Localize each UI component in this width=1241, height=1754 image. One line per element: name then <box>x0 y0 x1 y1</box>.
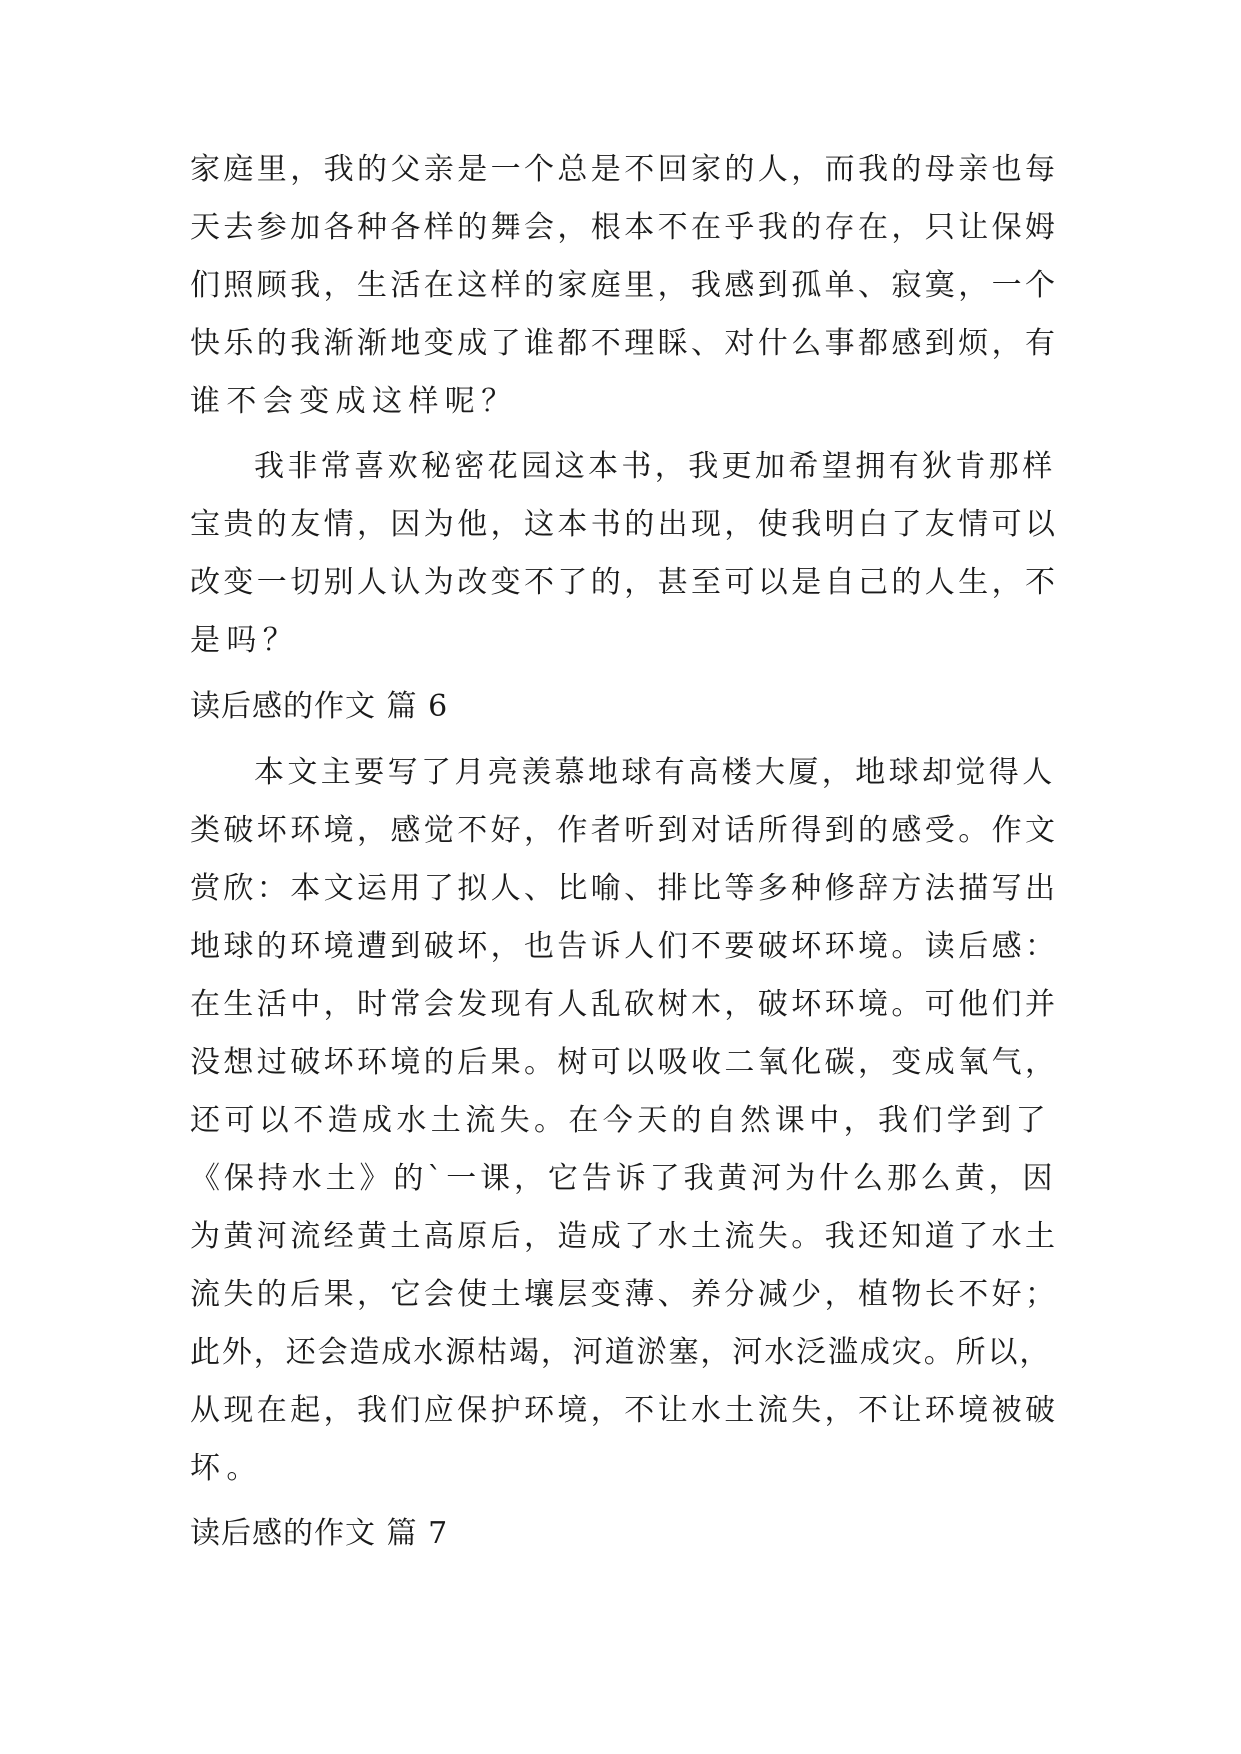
paragraph-line: 在生活中，时常会发现有人乱砍树木，破坏环境。可他们并 <box>190 987 1059 1022</box>
section-heading-7: 读后感的作文 篇 7 <box>190 1516 449 1551</box>
paragraph-line: 们照顾我，生活在这样的家庭里，我感到孤单、寂寞，一个 <box>190 268 1059 303</box>
paragraph-line: 改变一切别人认为改变不了的，甚至可以是自己的人生，不 <box>190 565 1059 600</box>
paragraph-line: 没想过破坏环境的后果。树可以吸收二氧化碳，变成氧气， <box>190 1045 1059 1080</box>
section-heading-6: 读后感的作文 篇 6 <box>190 689 449 724</box>
paragraph-line: 还可以不造成水土流失。在今天的自然课中，我们学到了 <box>190 1103 1050 1138</box>
paragraph-line: 我非常喜欢秘密花园这本书，我更加希望拥有狄肯那样 <box>254 449 1056 484</box>
paragraph-line: 地球的环境遭到破坏，也告诉人们不要破坏环境。读后感： <box>190 929 1059 964</box>
paragraph-line: 类破坏环境，感觉不好，作者听到对话所得到的感受。作文 <box>190 813 1059 848</box>
paragraph-line: 坏。 <box>190 1451 263 1486</box>
paragraph-line: 为黄河流经黄土高原后，造成了水土流失。我还知道了水土 <box>190 1219 1059 1254</box>
paragraph-line: 是吗？ <box>190 623 300 658</box>
paragraph-line: 谁不会变成这样呢？ <box>190 384 518 419</box>
paragraph-line: 天去参加各种各样的舞会，根本不在乎我的存在，只让保姆 <box>190 210 1059 245</box>
paragraph-line: 本文主要写了月亮羡慕地球有高楼大厦，地球却觉得人 <box>254 755 1056 790</box>
paragraph-line: 宝贵的友情，因为他，这本书的出现，使我明白了友情可以 <box>190 507 1059 542</box>
paragraph-line: 家庭里，我的父亲是一个总是不回家的人，而我的母亲也每 <box>190 152 1059 187</box>
paragraph-line: 此外，还会造成水源枯竭，河道淤塞，河水泛滥成灾。所以， <box>190 1335 1052 1370</box>
paragraph-line: 赏欣：本文运用了拟人、比喻、排比等多种修辞方法描写出 <box>190 871 1059 906</box>
paragraph-line: 《保持水土》的`一课，它告诉了我黄河为什么那么黄，因 <box>190 1161 1057 1196</box>
paragraph-line: 流失的后果，它会使土壤层变薄、养分减少，植物长不好； <box>190 1277 1059 1312</box>
paragraph-line: 从现在起，我们应保护环境，不让水土流失，不让环境被破 <box>190 1393 1059 1428</box>
paragraph-line: 快乐的我渐渐地变成了谁都不理睬、对什么事都感到烦，有 <box>190 326 1059 361</box>
